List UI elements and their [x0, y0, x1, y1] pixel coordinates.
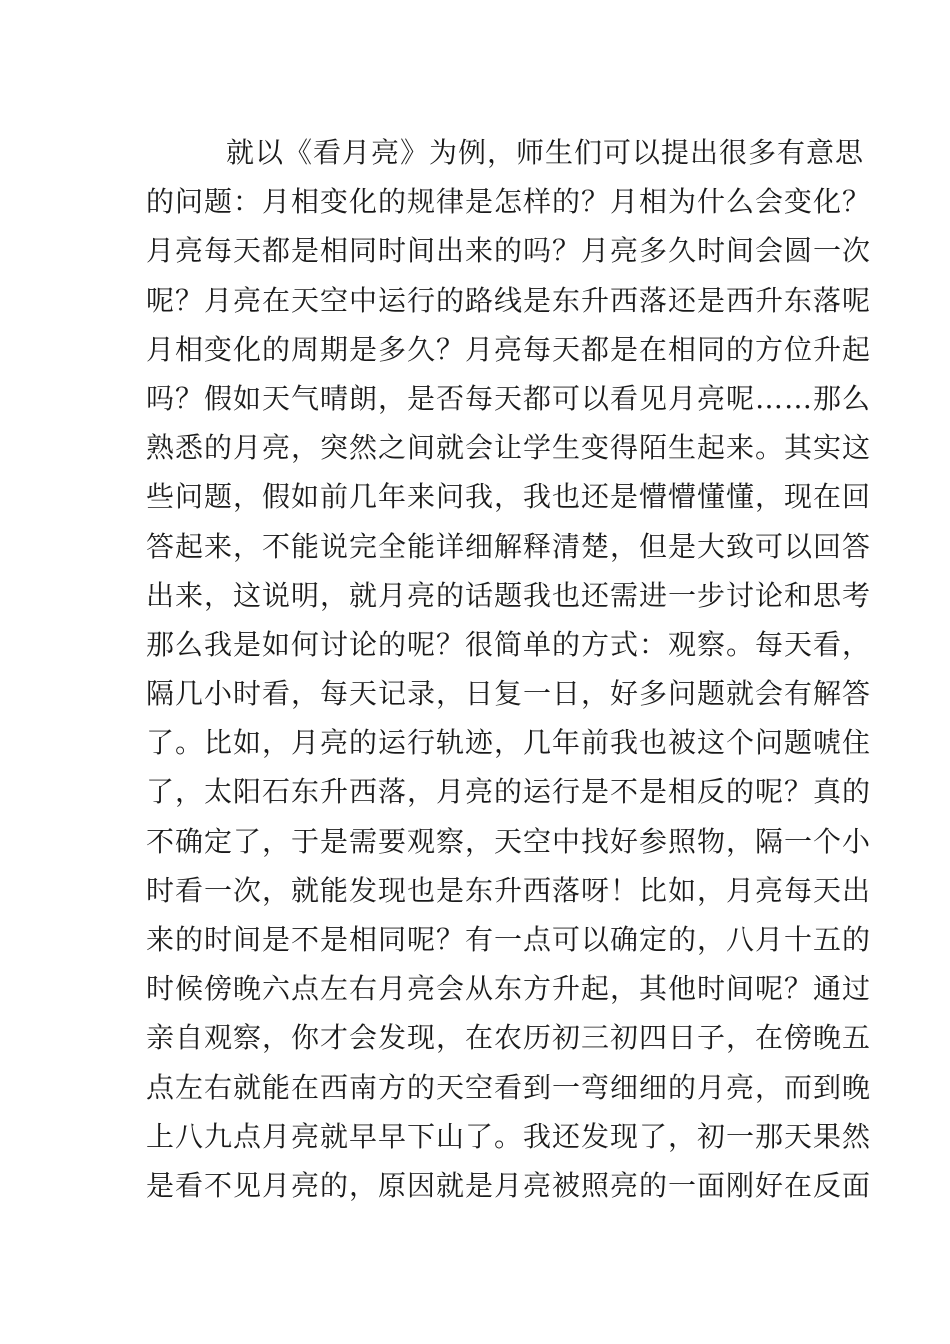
paragraph-line: 隔几小时看，每天记录，日复一日，好多问题就会有解答 — [146, 677, 872, 711]
paragraph-line: 了，太阳石东升西落，月亮的运行是不是相反的呢？真的 — [146, 775, 872, 809]
paragraph-line: 是看不见月亮的，原因就是月亮被照亮的一面刚好在反面 — [146, 1168, 872, 1202]
paragraph-line: 呢？月亮在天空中运行的路线是东升西落还是西升东落呢 — [146, 283, 872, 317]
paragraph-line: 那么我是如何讨论的呢？很简单的方式：观察。每天看， — [146, 627, 872, 661]
body-paragraph — [146, 128, 872, 1210]
paragraph-line: 点左右就能在西南方的天空看到一弯细细的月亮，而到晚 — [146, 1070, 872, 1104]
paragraph-line: 不确定了，于是需要观察，天空中找好参照物，隔一个小 — [146, 824, 872, 858]
paragraph-line: 时看一次，就能发现也是东升西落呀！比如，月亮每天出 — [146, 873, 872, 907]
paragraph-line: 答起来，不能说完全能详细解释清楚，但是大致可以回答 — [146, 529, 872, 563]
paragraph-line: 月相变化的周期是多久？月亮每天都是在相同的方位升起 — [146, 332, 872, 366]
paragraph-line: 时候傍晚六点左右月亮会从东方升起，其他时间呢？通过 — [146, 972, 872, 1006]
paragraph-line: 月亮每天都是相同时间出来的吗？月亮多久时间会圆一次 — [146, 234, 872, 268]
paragraph-line: 熟悉的月亮，突然之间就会让学生变得陌生起来。其实这 — [146, 431, 872, 465]
paragraph-line: 出来，这说明，就月亮的话题我也还需进一步讨论和思考 — [146, 578, 872, 612]
paragraph-line: 吗？假如天气晴朗，是否每天都可以看见月亮呢……那么 — [146, 381, 872, 415]
paragraph-line: 来的时间是不是相同呢？有一点可以确定的，八月十五的 — [146, 923, 872, 956]
paragraph-line: 了。比如，月亮的运行轨迹，几年前我也被这个问题唬住 — [146, 726, 872, 760]
paragraph-line: 的问题：月相变化的规律是怎样的？月相为什么会变化？ — [146, 185, 872, 219]
paragraph-line: 就以《看月亮》为例，师生们可以提出很多有意思 — [226, 136, 865, 169]
paragraph-line: 上八九点月亮就早早下山了。我还发现了，初一那天果然 — [146, 1119, 872, 1153]
paragraph-line: 些问题，假如前几年来问我，我也还是懵懵懂懂，现在回 — [146, 480, 872, 514]
paragraph-line: 亲自观察，你才会发现，在农历初三初四日子，在傍晚五 — [146, 1021, 872, 1055]
